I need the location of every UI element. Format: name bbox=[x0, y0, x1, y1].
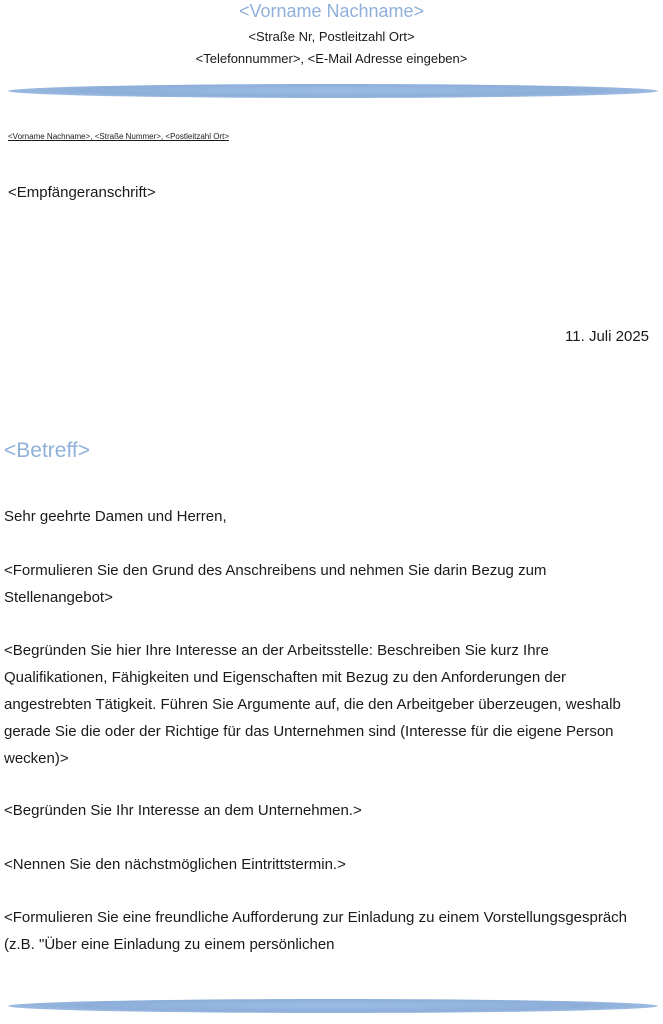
body-paragraph-qualifications: <Begründen Sie hier Ihre Interesse an der Arbeitsstelle: Beschreiben Sie kurz Ihre Qualifikationen, Fähigkeiten und Eigenschaften mit Bezug zu den Anforderungen der angestrebten Tätigkeit. Führen Sie Argumente auf, die den Arbeitgeber überzeugen, weshalb gerade Sie die oder der Richtige für das Unternehmen sind (Interesse für die eigene Person wecken)> bbox=[4, 642, 621, 767]
sender-name-heading: <Vorname Nachname> bbox=[238, 1, 425, 21]
body-paragraph-reason: <Formulieren Sie den Grund des Anschreibens und nehmen Sie darin Bezug zum Stellenangebot> bbox=[4, 562, 547, 606]
footer-divider bbox=[8, 999, 658, 1013]
recipient-address: <Empfängeranschrift> bbox=[8, 184, 156, 201]
sender-address: <Straße Nr, Postleitzahl Ort> bbox=[248, 29, 415, 44]
return-address-line: <Vorname Nachname>, <Straße Nummer>, <Postleitzahl Ort> bbox=[8, 132, 229, 141]
sender-contact: <Telefonnummer>, <E-Mail Adresse eingeben> bbox=[195, 51, 468, 66]
body-paragraph-start-date: <Nennen Sie den nächstmöglichen Eintrittstermin.> bbox=[4, 856, 346, 873]
letter-subject: <Betreff> bbox=[4, 439, 91, 462]
body-paragraph-company-interest: <Begründen Sie Ihr Interesse an dem Unternehmen.> bbox=[4, 802, 362, 819]
header-divider bbox=[8, 84, 658, 98]
salutation: Sehr geehrte Damen und Herren, bbox=[4, 508, 227, 525]
letter-date: 11. Juli 2025 bbox=[565, 328, 649, 345]
body-paragraph-interview-request: <Formulieren Sie eine freundliche Aufforderung zur Einladung zu einem Vorstellungsgespräch (z.B. "Über eine Einladung zu einem persönlichen bbox=[4, 909, 628, 953]
